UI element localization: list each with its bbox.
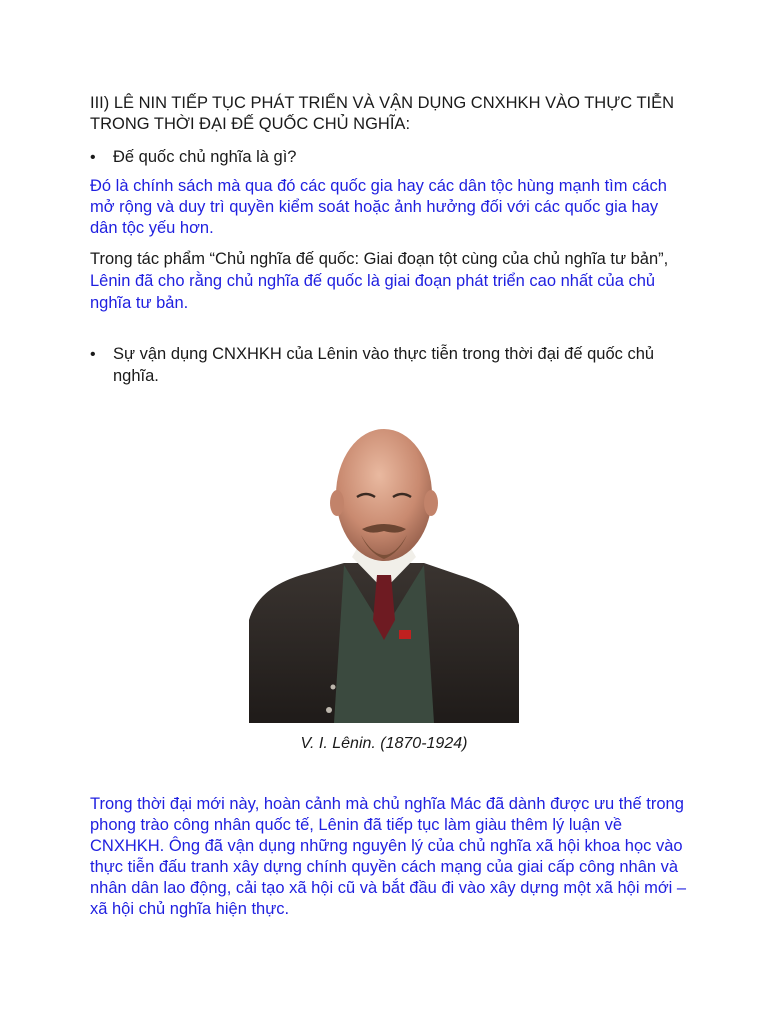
bullet-icon	[90, 146, 113, 169]
bullet-item-application	[90, 343, 690, 387]
bullet-icon	[90, 343, 113, 387]
bullet-text: Sự vận dụng CNXHKH của Lênin vào thực tiễn trong thời đại đế quốc chủ nghĩa.	[113, 345, 655, 385]
portrait-image	[249, 425, 519, 723]
work-claim-text: Lênin đã cho rằng chủ nghĩa đế quốc là giai đoạn phát triển cao nhất của chủ nghĩa tư bản.	[90, 272, 656, 312]
bullet-text: Đế quốc chủ nghĩa là gì?	[113, 148, 297, 166]
work-paragraph	[90, 248, 690, 314]
portrait-caption: V. I. Lênin. (1870-1924)	[300, 735, 468, 752]
closing-paragraph: Trong thời đại mới này, hoàn cảnh mà chủ nghĩa Mác đã dành được ưu thế trong phong trào công nhân quốc tế, Lênin đã tiếp tục làm giàu thêm lý luận về CNXHKH. Ông đã vận dụng những nguyên lý của chủ nghĩa xã hội khoa học vào thực tiễn đấu tranh xây dựng chính quyền cách mạng của giai cấp công nhân và nhân dân lao động, cải tạo xã hội cũ và bắt đầu đi vào xây dựng một xã hội mới – xã hội chủ nghĩa hiện thực.	[90, 795, 687, 918]
definition-paragraph: Đó là chính sách mà qua đó các quốc gia hay các dân tộc hùng mạnh tìm cách mở rộng và duy trì quyền kiểm soát hoặc ảnh hưởng đối với các quốc gia hay dân tộc yếu hơn.	[90, 177, 667, 237]
section-heading: III) LÊ NIN TIẾP TỤC PHÁT TRIỂN VÀ VẬN DỤNG CNXHKH VÀO THỰC TIỄN TRONG THỜI ĐẠI ĐẾ QUỐC CHỦ NGHĨA:	[90, 94, 675, 133]
work-intro-text: Trong tác phẩm “Chủ nghĩa đế quốc: Giai đoạn tột cùng của chủ nghĩa tư bản”,	[90, 250, 669, 268]
bullet-item-definition-question	[90, 146, 690, 169]
